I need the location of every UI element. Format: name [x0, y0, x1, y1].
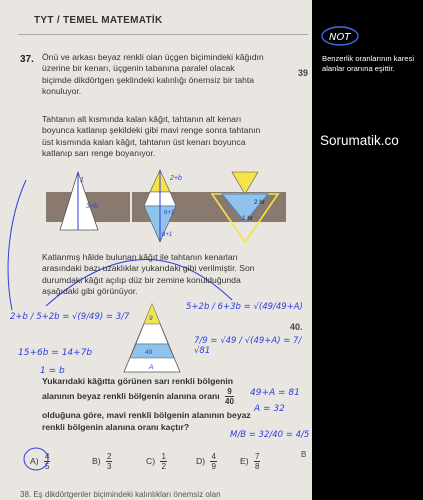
- tri-label-A: A: [149, 364, 154, 371]
- figure-white-triangle: [46, 168, 130, 246]
- hand-eq-5: 7/9 = √49 / √(49+A) = 7/√81: [194, 336, 302, 356]
- choice-a[interactable]: A) $\frac{4}{5}$: [30, 452, 50, 471]
- hand-eq-8: M/B = 32/40 = 4/5: [230, 430, 310, 440]
- question-paragraph-1: Önü ve arkası beyaz renkli olan üçgen biçimindeki kâğıdın üzerine bir kenarı, üçgenin tabanına paralel olacak biçimde dikdörtgen şeklindeki kalınlığı önemsiz bir tahta konuluyor.: [42, 52, 264, 97]
- choice-c[interactable]: C) $\frac{1}{2}$: [146, 452, 166, 471]
- side-letter-b: B: [301, 450, 307, 459]
- hand-eq-3: 1 = b: [40, 366, 65, 376]
- note-logo-icon: [320, 24, 360, 48]
- question-number: 37.: [20, 54, 34, 65]
- header-title: TYT / TEMEL MATEMATİK: [34, 15, 163, 26]
- question-paragraph-3: Katlanmış hâlde bulunan kâğıt ile tahtanın kenarları arasındaki bazı uzaklıklar yukarıdaki gibi verilmiştir. Son durumdaki kâğıt açılıp düz bir zemine konulduğunda aşağıdaki gibi görünüyor.: [42, 252, 255, 297]
- fig-label-b2: b+1: [162, 232, 173, 238]
- figure-folded-triangle: [204, 168, 286, 246]
- fig-label-b1: b+1: [164, 210, 175, 216]
- ratio-fraction: $\frac{9}{40}$: [225, 387, 234, 407]
- question-paragraph-4: Yukarıdaki kâğıtta görünen sarı renkli bölgenin alanının beyaz renkli bölgenin alanına oranı $\frac{9}{40}$ olduğuna göre, mavi renkli bölgenin alanının beyaz renkli bölgenin alanına oranı kaçtır?: [42, 376, 251, 432]
- side-number-39: 39: [298, 68, 309, 78]
- tri-label-49: 49: [145, 349, 153, 356]
- hand-eq-6: 49+A = 81: [250, 388, 300, 398]
- svg-text:NOT: NOT: [329, 32, 351, 43]
- figure-unfolded-triangle: [122, 302, 182, 374]
- brand-label: Sorumatik.co: [320, 133, 399, 148]
- question-paragraph-2: Tahtanın alt kısmında kalan kâğıt, tahtanın alt kenarı boyunca katlanıp şekildeki gibi mavi renge sonra tahtanın üst kısmında kalan kâğıt, tahtanın üst kenarı boyunca katlanıp sarı renge boyanıyor.: [42, 114, 261, 159]
- fig-label-2b: 2+b: [170, 175, 182, 182]
- fig-label-1: 1: [80, 177, 84, 184]
- figure-blue-yellow-triangle: [132, 168, 210, 246]
- choice-d[interactable]: D) $\frac{4}{9}$: [196, 452, 216, 471]
- note-sidebar: [312, 0, 423, 500]
- hand-eq-7: A = 32: [254, 404, 285, 414]
- fig-label-2br: 2 br: [254, 199, 266, 206]
- fig-label-3b: 3+b: [86, 203, 98, 210]
- answer-circle-mark: [22, 446, 50, 472]
- note-title: [320, 24, 360, 53]
- tri-label-9: 9: [149, 315, 153, 322]
- hand-eq-4: 5+2b / 6+3b = √(49/49+A): [186, 302, 303, 312]
- hand-eq-1: 2+b / 5+2b = √(9/49) = 3/7: [10, 312, 130, 322]
- next-question-text: 38. Eş dikdörtgenler biçimindeki kalınlıkları önemsiz olan: [20, 490, 221, 499]
- choice-e[interactable]: E) $\frac{7}{8}$: [240, 452, 260, 471]
- note-text: Benzerlik oranlarının karesi alanlar oranına eşittir.: [322, 54, 415, 73]
- hand-eq-2: 15+6b = 14+7b: [18, 348, 93, 358]
- fig-label-1br: 1 br: [242, 215, 254, 222]
- choice-b[interactable]: B) $\frac{2}{3}$: [92, 452, 112, 471]
- side-number-40: 40.: [290, 322, 303, 332]
